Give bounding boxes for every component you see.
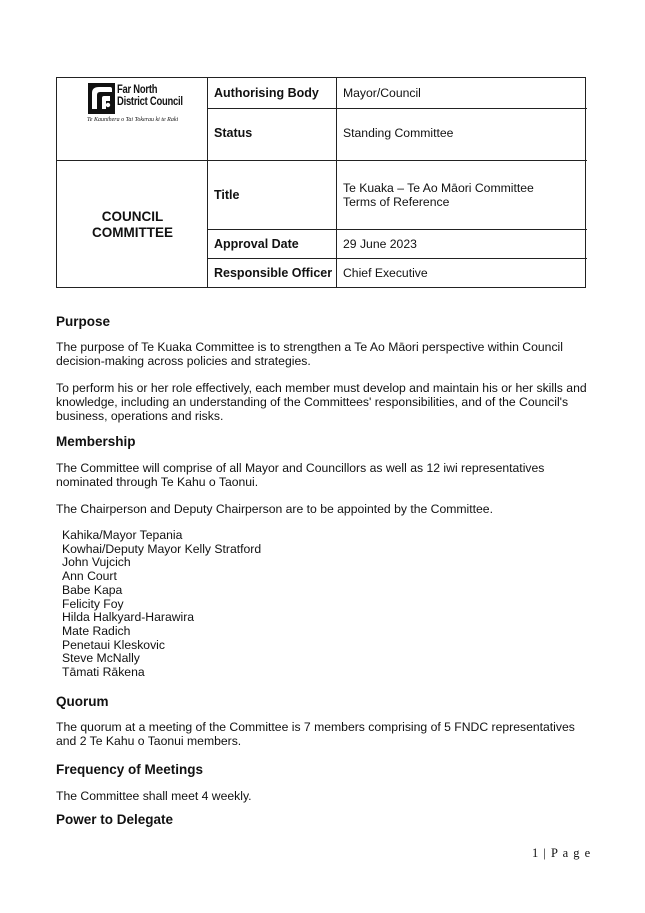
header-table <box>56 77 586 288</box>
text-line: knowledge, including an understanding of the Committees' responsibilities, and of the Council's <box>56 395 569 409</box>
committee-cell <box>57 161 208 288</box>
row-label: Status <box>208 109 337 160</box>
row-title <box>208 161 587 230</box>
row-approval-date <box>208 230 587 259</box>
text-line: The quorum at a meeting of the Committee is 7 members comprising of 5 FNDC representatives <box>56 720 575 734</box>
text-line: decision-making across policies and strategies. <box>56 354 311 368</box>
membership-paragraph-1 <box>56 461 596 489</box>
membership-paragraph-2: The Chairperson and Deputy Chairperson are to be appointed by the Committee. <box>56 502 493 516</box>
delegate-heading: Power to Delegate <box>56 812 174 827</box>
logo-name <box>117 84 183 108</box>
row-responsible-officer <box>208 259 587 288</box>
row-label: Title <box>208 161 337 229</box>
purpose-heading: Purpose <box>56 314 111 329</box>
member-list <box>62 529 261 680</box>
list-item: Hilda Halkyard-Harawira <box>62 610 195 625</box>
purpose-paragraph-2 <box>56 381 596 423</box>
row-value: Mayor/Council <box>343 86 421 100</box>
frequency-paragraph: The Committee shall meet 4 weekly. <box>56 789 252 803</box>
list-item: Steve McNally <box>62 651 140 666</box>
text-line: The Committee will comprise of all Mayor and Councillors as well as 12 iwi representatives <box>56 461 545 475</box>
row-status <box>208 109 587 161</box>
membership-heading: Membership <box>56 434 136 449</box>
list-item: Kahika/Mayor Tepania <box>62 528 183 542</box>
header-left-column <box>57 78 208 287</box>
row-label: Responsible Officer <box>208 259 337 288</box>
fndc-logo-icon <box>88 83 115 114</box>
quorum-paragraph <box>56 720 596 748</box>
logo-name-line2: District Council <box>117 96 183 108</box>
committee-label: COUNCIL COMMITTEE <box>92 208 173 240</box>
list-item: Mate Radich <box>62 623 131 638</box>
row-value: Standing Committee <box>343 126 454 140</box>
text-line: business, operations and risks. <box>56 409 224 423</box>
logo-cell <box>57 78 208 161</box>
text-line: nominated through Te Kahu o Taonui. <box>56 475 259 489</box>
page-number: 1 | P a g e <box>532 846 592 860</box>
text-line: The purpose of Te Kuaka Committee is to strengthen a Te Ao Māori perspective within Council <box>56 340 563 354</box>
list-item: John Vujcich <box>62 555 131 570</box>
row-value <box>343 161 534 209</box>
logo-tagline: Te Kaunihera o Tai Tokerau ki te Raki <box>87 117 179 123</box>
row-authorising-body <box>208 78 587 109</box>
row-value: Chief Executive <box>343 266 428 280</box>
list-item: Felicity Foy <box>62 596 124 611</box>
row-value: 29 June 2023 <box>343 237 417 251</box>
title-line2: Terms of Reference <box>343 195 450 209</box>
list-item: Penetaui Kleskovic <box>62 637 165 652</box>
text-line: and 2 Te Kahu o Taonui members. <box>56 734 242 748</box>
list-item: Tāmati Rākena <box>62 665 145 680</box>
purpose-paragraph-1 <box>56 340 596 368</box>
list-item: Ann Court <box>62 569 117 584</box>
logo-name-line1: Far North <box>117 84 158 96</box>
text-line: To perform his or her role effectively, each member must develop and maintain his or her skills and <box>56 381 587 395</box>
row-label: Authorising Body <box>208 78 337 108</box>
quorum-heading: Quorum <box>56 694 109 709</box>
frequency-heading: Frequency of Meetings <box>56 762 204 777</box>
row-label: Approval Date <box>208 230 337 258</box>
list-item: Babe Kapa <box>62 582 123 597</box>
title-line1: Te Kuaka – Te Ao Māori Committee <box>343 181 534 195</box>
list-item: Kowhai/Deputy Mayor Kelly Stratford <box>62 541 262 556</box>
